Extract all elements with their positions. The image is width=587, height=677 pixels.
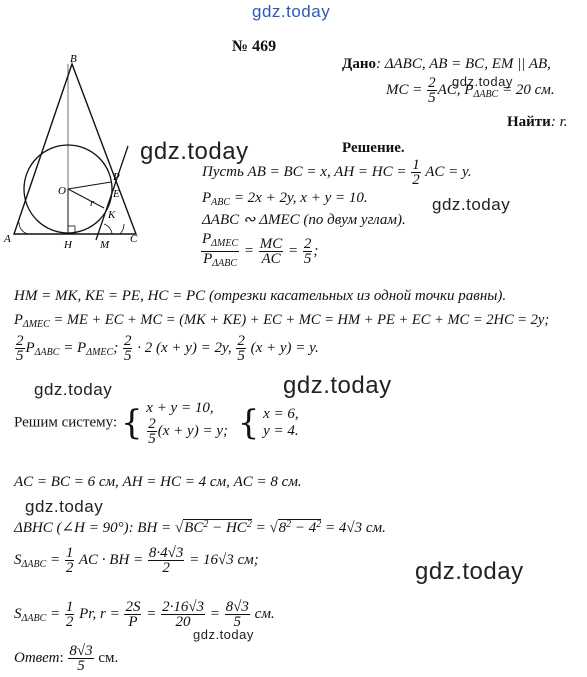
label-M: M	[100, 239, 110, 251]
solution-line-10: $S_{\Delta ABC}$ = $\frac{1}{2}$ AC · BH = $\frac{8\cdot 4√3}{2}$ = 16√3 см;	[14, 545, 259, 576]
triangle-figure	[0, 54, 150, 254]
system-block: Решим систему: { x + y = 10, $\frac{2}{5}$ (x + y) = y; { x = 6, y = 4.	[14, 400, 299, 447]
label-O: O	[58, 185, 66, 197]
label-P: P	[113, 171, 120, 183]
watermark: gdz.today	[140, 138, 249, 165]
given-perimeter: = 20 см.	[501, 81, 555, 98]
solution-line-5: HM = MK, KE = PE, HC = PC (отрезки касательных из одной точки равны).	[14, 288, 507, 304]
solution-line-7: $\frac{2}{5}$ $P_{\Delta ABC} = P_{\Delta MEC}$; $\frac{2}{5}$ · 2 (x + y) = 2y, $\frac{2}{5}$ (x + y) = y.	[16, 333, 319, 364]
answer-line: Ответ: $\frac{8√3}{5}$ см.	[14, 643, 119, 674]
solution-line-9: ΔBHC (∠H = 90°): BH = $√BC^2 - HC^2 = √8^2 - 4^2 = 4√3$ см.	[14, 519, 386, 536]
find-label: Найти	[507, 114, 551, 130]
given-line-1	[342, 56, 551, 73]
label-E: E	[113, 188, 120, 200]
watermark: gdz.today	[283, 372, 392, 399]
watermark: gdz.today	[415, 558, 524, 585]
watermark-top: gdz.today	[252, 2, 331, 21]
given-mc: MC =	[386, 81, 423, 98]
given-text-1: : ΔABC, AB = BC, EM || AB,	[375, 56, 551, 72]
given-fraction: $\frac{2}{5}$	[428, 75, 436, 106]
solution-line-4: $\frac{P_{\Delta MEC}}{P_{\Delta ABC}}$ = $\frac{MC}{AC}$ = $\frac{2}{5}$ ;	[202, 231, 319, 269]
watermark: gdz.today	[193, 627, 254, 642]
label-K: K	[108, 209, 116, 221]
watermark: gdz.today	[34, 380, 113, 399]
solution-line-8: AC = BC = 6 см, AH = HC = 4 см, AC = 8 см.	[14, 474, 302, 490]
label-r: r	[90, 197, 95, 209]
given-ac: AC, P	[437, 81, 474, 98]
solution-line-3: ΔABC ∾ ΔMEC (по двум углам).	[202, 212, 406, 228]
solution-line-6: $P_{\Delta MEC}$ = ME + EC + MC = (MK + KE) + EC + MC = HM + PE + EC + MC = 2HC = 2y;	[14, 312, 550, 330]
system-label: Решим систему:	[14, 414, 118, 431]
label-H: H	[64, 239, 72, 251]
solution-line-1: Пусть AB = BC = x, AH = HC = $\frac{1}{2}$ AC = y.	[202, 157, 472, 188]
solution-line-11: $S_{\Delta ABC}$ = $\frac{1}{2}$ Pr, r = $\frac{2S}{P}$ = $\frac{2\cdot 16√3}{20}$ = $\frac{8√3}{5}$ см.	[14, 599, 275, 630]
solution-heading: Решение.	[342, 140, 405, 156]
given-sub: ΔABC	[473, 88, 499, 100]
solution-line-2: $P_{ABC} = 2x + 2y$, x + y = 10.	[202, 190, 368, 208]
label-C: C	[130, 233, 138, 245]
find-line	[507, 114, 568, 131]
label-B: B	[70, 54, 77, 65]
answer-label: Ответ	[14, 649, 60, 666]
system-2: x = 6, y = 4.	[263, 406, 299, 439]
find-value: : r.	[550, 114, 568, 130]
watermark: gdz.today	[452, 74, 513, 89]
label-A: A	[4, 233, 11, 245]
system-1: x + y = 10, $\frac{2}{5}$ (x + y) = y;	[146, 400, 228, 447]
watermark: gdz.today	[25, 497, 104, 516]
watermark: gdz.today	[432, 195, 511, 214]
given-label: Дано	[342, 56, 376, 72]
problem-title: № 469	[232, 38, 277, 55]
